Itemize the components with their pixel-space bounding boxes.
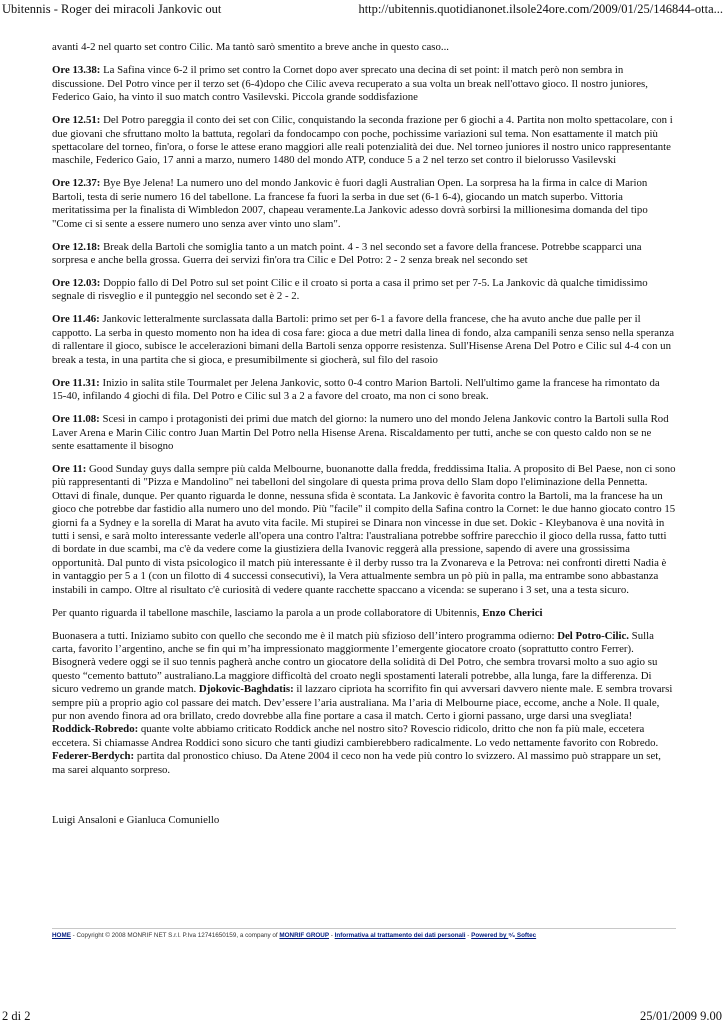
live-entry: [52, 177, 676, 231]
match-name: Djokovic-Baghdatis:: [198, 683, 294, 696]
entry-text: Jankovic letteralmente surclassata dalla Bartoli: primo set per 6-1 a favore della francese, che ha avuto anche due palle per il cappotto. La serba in questo momento non ha idea di cosa fare: gioca a due metri dalla linea di fondo, alza campanili senza senso nella speranza di rallentare il gioco, subisce le accelerazioni bimani della Bartoli senza opporre resistenza. Sull'Hisense Arena Del Potro e Cilic sul 4-4 con un break a testa, in una partita che si gioca, e presumibilmente si giocherà, sul filo del rasoio: [52, 313, 675, 366]
guest-commentary: [52, 630, 676, 777]
entry-time: Ore 11.08:: [52, 413, 100, 426]
entry-text: La Safina vince 6-2 il primo set contro la Cornet dopo aver sprecato una decina di set point: il match però non sembra in discussione. Del Potro vince per il terzo set (6-4)dopo che Cilic aveva recuperato a sua volta un break nell'ottavo gioco. Il nostro juniores, Federico Gaio, ha vinto il suo match contro Vasilevski. Piccola grande soddisfazione: [52, 64, 648, 104]
entry-text: Del Potro pareggia il conto dei set con Cilic, conquistando la seconda frazione per 6 giochi a 4. Partita non molto spettacolare, con i due giovani che sfruttano molto la battuta, regolari da fondocampo con poche, pochissime variazioni sul tema. Non esattamente il match più spettacolare del torneo, fin'ora, o forse le attese erano maggiori alle reali potenzialità dei due. Nel torneo juniores il nostro unico rappresentante maschile, Federico Gaio, 17 anni a marzo, numero 1480 del mondo ATP, conduce 5 a 2 nel terzo set contro il bielorusso Vasilevski: [52, 114, 673, 167]
powered-by-link[interactable]: Powered by ⁹⁄₉ Softec: [471, 932, 537, 939]
entry-time: Ore 11:: [52, 462, 87, 475]
article-authors: Luigi Ansaloni e Gianluca Comuniello: [52, 814, 220, 827]
live-entry: [52, 463, 676, 597]
entry-text: Doppio fallo di Del Potro sul set point Cilic e il croato si porta a casa il primo set per 7-5. La Jankovic dà qualche timidissimo segnale di risveglio e il punteggio nel secondo set è 2 - 2.: [52, 277, 648, 303]
print-datetime: 25/01/2009 9.00: [640, 1009, 722, 1023]
monrif-group-link[interactable]: MONRIF GROUP: [279, 932, 330, 939]
entry-text: Break della Bartoli che somiglia tanto a un match point. 4 - 3 nel secondo set a favore della francese. Potrebbe scapparci una sorpresa e anche bella grossa. Guerra dei servizi fin'ora tra Cilic e Del Potro: 2 - 2 senza break nel secondo set: [52, 240, 642, 267]
entry-time: Ore 13.38:: [52, 64, 101, 77]
entry-text: Bye Bye Jelena! La numero uno del mondo Jankovic è fuori dagli Australian Open. La sorpresa ha la firma in calce di Marion Bartoli, testa di serie numero 16 del tabellone. La francese fa fuori la serba in due set (6-1 6-4), giocando un match superbo. Vittoria meritatissima per la finalista di Wimbledon 2007, chapeau veramente.La Jankovic adesso dovrà sorbirsi la millionesima domanda del tipo "Come ci si sente a essere numero uno senza aver vinto uno slam".: [52, 177, 648, 230]
match-name: Federer-Berdych:: [52, 750, 135, 763]
commentary-text: il lazzaro cipriota ha scorrifito fin qui avversari davvero niente male. E sembra trovarsi sempre più a proprio agio col passare dei match. Dev’essere l’aria australiana. Ma l’aria di Melbourne piace, eccome, anche a Nole. Il quale, pur non avendo finora ad ora brillato, credo dovrebbe alla fine portare a casa il match. Certo i giorni passano, urge darsi una svegliata!: [52, 683, 673, 722]
entry-text: Inizio in salita stile Tourmalet per Jelena Jankovic, sotto 0-4 contro Marion Bartoli. Nell'ultimo game la francese ha rimontato da 15-40, infilando 4 giochi di fila. Del Potro e Cilic sul 3 a 2 a favore del croato, ma non ci sono break.: [52, 376, 660, 403]
print-footer: [0, 1008, 724, 1024]
live-entry: [52, 241, 676, 268]
privacy-link[interactable]: Informativa al trattamento dei dati personali: [334, 932, 466, 939]
commentary-text: partita dal pronostico chiuso. Da Atene 2004 il ceco non ha vede più contro lo svizzero. Al massimo può strappare un set, ma sarei alquanto sorpreso.: [52, 750, 661, 776]
live-entry: [52, 313, 676, 367]
match-name: Del Potro-Cilic.: [557, 629, 629, 642]
commentary-text: Buonasera a tutti. Iniziamo subito con quello che secondo me è il match più sfizioso dell’intero programma odierno:: [52, 629, 558, 642]
live-entry: [52, 114, 676, 168]
entry-text: Good Sunday guys dalla sempre più calda Melbourne, buonanotte dalla fredda, freddissima Italia. A proposito di Bel Paese, non ci sono più rappresentanti di "Pizza e Mandolino" nei tabelloni del singolare di questa prima prova dello Slam dopo l'eliminazione della Pennetta. Ottavi di finale, dunque. Per quanto riguarda le donne, nessuna sfida è scontata. La Jankovic è favorita contro la Bartoli, ma la francese ha un gioco che potrebbe dar fastidio alla numero uno del mondo. Più "facile" il compito della Safina contro la Cornet: le due hanno giocato contro 15 giorni fa a Sydney e la sorella di Marat ha avuto vita facile. Mi stupirei se Dinara non vincesse in due set. Dokic - Kleybanova è una novità in tutti i sensi, e sarà molto interessante vederle all'opera una contro l'altra: l'australiana potrebbe soffrire parecchio il gioco della russa, fatto tutti di bordate in due scambi, ma c'è da vedere come la giustiziera della Ivanovic reggerà alla pressione, sapendo di avere una grossissima opportunità. Dal punto di vista psicologico il match più interessante è il derby russo tra la Zvonareva e la Petrova: nei confronti diretti Nadia è in vantaggio per 5 a 1 (con un filotto di 4 successi consecutivi), la Vera attualmente sembra un pò più in palla, ma entrambe sono abbastanza instabili in campo. Oltre al risultato c'è curiosità di vedere quante racchette spaccano a vicenda: se superano i 3 set, una a testa sicuro.: [52, 462, 676, 596]
match-name: Roddick-Robredo:: [52, 723, 139, 736]
live-entries: [52, 64, 676, 597]
commentary-text: quante volte abbiamo criticato Roddick anche nel nostro sito? Rovescio ridicolo, dritto che non fa più male, eccetera eccetera. Si chiamasse Andrea Roddici sono sicuro che tanti giudizi cambierebbero radicalmente. Lo vedo nettamente favorito con Robredo.: [52, 723, 659, 749]
live-entry: [52, 64, 676, 104]
site-footer: HOME - Copyright © 2008 MONRIF NET S.r.l. P.Iva 12741650159, a company of MONRIF GROUP - Informativa al trattamento dei dati personali - Powered by ⁹⁄₉ Softec: [52, 928, 676, 940]
article-body: [52, 41, 676, 837]
softec-logo-icon: ⁹⁄₉: [508, 932, 516, 939]
entry-time: Ore 12.37:: [52, 177, 101, 190]
entry-time: Ore 12.51:: [52, 114, 101, 127]
live-entry: [52, 377, 676, 404]
guest-author-name: Enzo Cherici: [482, 606, 543, 619]
entry-time: Ore 12.18:: [52, 240, 101, 253]
page-url: http://ubitennis.quotidianonet.ilsole24ore.com/2009/01/25/146844-otta...: [358, 2, 723, 16]
article-intro: avanti 4-2 nel quarto set contro Cilic. Ma tantò sarò smentito a breve anche in questo caso...: [52, 41, 449, 53]
entry-time: Ore 12.03:: [52, 277, 101, 290]
live-entry: [52, 277, 676, 304]
copyright-text: - Copyright © 2008 MONRIF NET S.r.l. P.Iva 12741650159, a company of: [70, 932, 280, 939]
entry-time: Ore 11.31:: [52, 376, 100, 389]
entry-text: Scesi in campo i protagonisti dei primi due match del giorno: la numero uno del mondo Jelena Jankovic contro la Bartoli sulla Rod Laver Arena e Marin Cilic contro Juan Martin Del Potro nella Hisense Arena. Riscaldamento per tutti, anche se con questo caldo non se ne sente esattamente il bisogno: [52, 413, 669, 452]
handoff-paragraph: Per quanto riguarda il tabellone maschile, lasciamo la parola a un prode collaboratore di Ubitennis, Enzo Cherici: [52, 606, 543, 619]
print-header: [0, 0, 724, 18]
page-title: Ubitennis - Roger dei miracoli Jankovic out: [2, 2, 222, 16]
home-link[interactable]: HOME: [52, 932, 71, 939]
entry-time: Ore 11.46:: [52, 313, 100, 326]
commentary-text: Sulla carta, favorito l’argentino, anche se fin qui m’ha impressionato maggiormente l’emergente giocatore croato (soprattutto contro Ferrer). Bisognerà vedere oggi se il suo tennis pagherà anche contro un giocatore della solidità di Del Potro, che sembra trovarsi molto a suo agio su questo “cemento battuto” australiano.La maggiore difficoltà del croato negli spostamenti laterali potrebbe, alla lunga, fare la differenza. Di sicuro vedremo un grande match.: [52, 629, 658, 696]
page-number: 2 di 2: [2, 1009, 31, 1023]
live-entry: [52, 413, 676, 453]
